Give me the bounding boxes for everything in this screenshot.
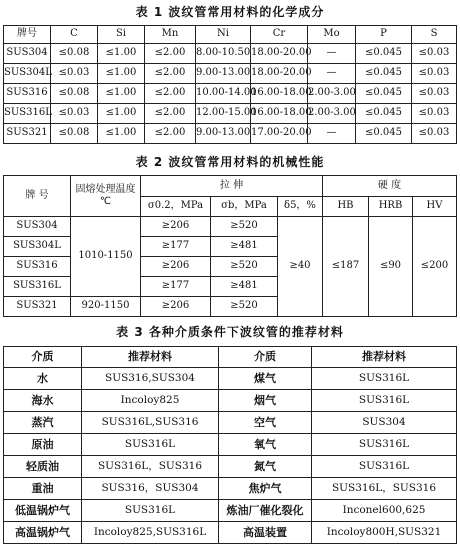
material-cell: SUS316L xyxy=(312,456,457,478)
table3-row xyxy=(4,390,457,412)
material-cell: SUS316L xyxy=(312,434,457,456)
delta5-cell: ≥40 xyxy=(278,217,323,317)
composition-cell: ≤2.00 xyxy=(145,124,196,144)
table3-row xyxy=(4,456,457,478)
medium-cell: 高温装置 xyxy=(219,522,312,544)
grade-cell: SUS304 xyxy=(4,44,51,64)
table1-header-row xyxy=(4,26,457,44)
header-tensile: 拉 伸 xyxy=(141,176,323,197)
material-cell: SUS316L xyxy=(312,390,457,412)
composition-cell: ≤0.08 xyxy=(51,44,98,64)
table1-row xyxy=(4,44,457,64)
table1-header: Mn xyxy=(145,26,196,44)
composition-cell: 9.00-13.00 xyxy=(196,64,251,84)
table1-header: Si xyxy=(98,26,145,44)
table1-header: C xyxy=(51,26,98,44)
table2-caption: 表 2 波纹管常用材料的机械性能 xyxy=(135,155,325,169)
table1-header: S xyxy=(412,26,457,44)
header-sigmab: σb，MPa xyxy=(211,197,278,217)
table3-header: 介质 xyxy=(219,347,312,368)
sigmab-cell: ≥481 xyxy=(211,237,278,257)
material-cell: SUS316L,SUS316 xyxy=(82,412,219,434)
sigmab-cell: ≥520 xyxy=(211,217,278,237)
sigma02-cell: ≥177 xyxy=(141,237,211,257)
composition-cell: 12.00-15.00 xyxy=(196,104,251,124)
table3-row xyxy=(4,500,457,522)
composition-cell: ≤0.03 xyxy=(51,104,98,124)
composition-cell: ≤2.00 xyxy=(145,64,196,84)
medium-cell: 原油 xyxy=(4,434,82,456)
composition-cell: ≤1.00 xyxy=(98,104,145,124)
sigma02-cell: ≥206 xyxy=(141,217,211,237)
medium-cell: 氧气 xyxy=(219,434,312,456)
material-cell: SUS316L，SUS316 xyxy=(312,478,457,500)
table3-caption: 表 3 各种介质条件下波纹管的推荐材料 xyxy=(116,325,344,339)
table3-row xyxy=(4,522,457,544)
sigmab-cell: ≥481 xyxy=(211,277,278,297)
medium-cell: 氮气 xyxy=(219,456,312,478)
table3-row xyxy=(4,478,457,500)
composition-cell: ≤0.08 xyxy=(51,84,98,104)
material-cell: SUS316L xyxy=(82,500,219,522)
medium-cell: 蒸汽 xyxy=(4,412,82,434)
composition-cell: — xyxy=(308,44,356,64)
header-hv: HV xyxy=(413,197,457,217)
header-hardness: 硬 度 xyxy=(323,176,457,197)
hb-cell: ≤187 xyxy=(323,217,369,317)
composition-cell: 16.00-18.00 xyxy=(251,84,308,104)
composition-cell: ≤2.00 xyxy=(145,104,196,124)
composition-cell: ≤0.03 xyxy=(412,84,457,104)
composition-cell: ≤0.08 xyxy=(51,124,98,144)
composition-cell: ≤2.00 xyxy=(145,44,196,64)
composition-cell: ≤0.045 xyxy=(356,64,412,84)
material-cell: SUS316,SUS304 xyxy=(82,368,219,390)
header-delta5: δ5，% xyxy=(278,197,323,217)
table1-header: 牌号 xyxy=(4,26,51,44)
sigmab-cell: ≥520 xyxy=(211,297,278,317)
composition-cell: ≤0.03 xyxy=(412,104,457,124)
solution-temp-cell: 920-1150 xyxy=(71,297,141,317)
table1-row xyxy=(4,64,457,84)
table1-caption: 表 1 波纹管常用材料的化学成分 xyxy=(135,5,325,19)
grade-cell: SUS304L xyxy=(4,237,71,257)
solution-temp-cell: 1010-1150 xyxy=(71,217,141,297)
composition-cell: 18.00-20.00 xyxy=(251,44,308,64)
composition-cell: ≤2.00 xyxy=(145,84,196,104)
composition-cell: ≤1.00 xyxy=(98,44,145,64)
composition-cell: ≤0.03 xyxy=(412,124,457,144)
medium-cell: 水 xyxy=(4,368,82,390)
material-cell: Incoloy825,SUS316L xyxy=(82,522,219,544)
composition-cell: ≤0.045 xyxy=(356,84,412,104)
table1-header: Mo xyxy=(308,26,356,44)
recommended-materials-table xyxy=(3,346,457,544)
grade-cell: SUS321 xyxy=(4,297,71,317)
medium-cell: 炼油厂催化裂化 xyxy=(219,500,312,522)
table1-row xyxy=(4,84,457,104)
composition-cell: 8.00-10.50 xyxy=(196,44,251,64)
composition-cell: ≤0.045 xyxy=(356,124,412,144)
table3-header: 介质 xyxy=(4,347,82,368)
hv-cell: ≤200 xyxy=(413,217,457,317)
sigma02-cell: ≥206 xyxy=(141,257,211,277)
header-solution-temp-label: 固熔处理温度 xyxy=(75,183,136,195)
table3-row xyxy=(4,434,457,456)
medium-cell: 低温锅炉气 xyxy=(4,500,82,522)
medium-cell: 空气 xyxy=(219,412,312,434)
composition-cell: 16.00-18.00 xyxy=(251,104,308,124)
table1-header: P xyxy=(356,26,412,44)
table3-row xyxy=(4,412,457,434)
sigma02-cell: ≥177 xyxy=(141,277,211,297)
chemical-composition-table xyxy=(3,25,457,144)
composition-cell: 2.00-3.00 xyxy=(308,84,356,104)
composition-cell: — xyxy=(308,124,356,144)
header-hb: HB xyxy=(323,197,369,217)
composition-cell: ≤1.00 xyxy=(98,124,145,144)
header-solution-temp-unit: ℃ xyxy=(99,196,112,207)
composition-cell: ≤1.00 xyxy=(98,84,145,104)
table3-header: 推荐材料 xyxy=(82,347,219,368)
table3-header: 推荐材料 xyxy=(312,347,457,368)
composition-cell: — xyxy=(308,64,356,84)
hrb-cell: ≤90 xyxy=(369,217,413,317)
material-cell: Inconel600,625 xyxy=(312,500,457,522)
table1-header: Ni xyxy=(196,26,251,44)
composition-cell: 9.00-13.00 xyxy=(196,124,251,144)
sigmab-cell: ≥520 xyxy=(211,257,278,277)
header-sigma02: σ0.2，MPa xyxy=(141,197,211,217)
header-hrb: HRB xyxy=(369,197,413,217)
composition-cell: ≤1.00 xyxy=(98,64,145,84)
medium-cell: 轻质油 xyxy=(4,456,82,478)
composition-cell: ≤0.03 xyxy=(51,64,98,84)
composition-cell: ≤0.045 xyxy=(356,44,412,64)
table2-row xyxy=(4,217,457,237)
medium-cell: 重油 xyxy=(4,478,82,500)
composition-cell: ≤0.03 xyxy=(412,64,457,84)
header-solution-temp xyxy=(71,176,141,217)
sigma02-cell: ≥206 xyxy=(141,297,211,317)
grade-cell: SUS316L xyxy=(4,104,51,124)
medium-cell: 海水 xyxy=(4,390,82,412)
material-cell: SUS316L xyxy=(82,434,219,456)
header-grade: 牌 号 xyxy=(4,176,71,217)
composition-cell: 10.00-14.00 xyxy=(196,84,251,104)
table3-row xyxy=(4,368,457,390)
grade-cell: SUS316 xyxy=(4,84,51,104)
composition-cell: 17.00-20.00 xyxy=(251,124,308,144)
grade-cell: SUS304L xyxy=(4,64,51,84)
medium-cell: 焦炉气 xyxy=(219,478,312,500)
material-cell: SUS304 xyxy=(312,412,457,434)
table1-header: Cr xyxy=(251,26,308,44)
material-cell: SUS316L，SUS316 xyxy=(82,456,219,478)
medium-cell: 煤气 xyxy=(219,368,312,390)
composition-cell: ≤0.03 xyxy=(412,44,457,64)
table3-header-row xyxy=(4,347,457,368)
composition-cell: ≤0.045 xyxy=(356,104,412,124)
table1-row xyxy=(4,124,457,144)
grade-cell: SUS321 xyxy=(4,124,51,144)
composition-cell: 2.00-3.00 xyxy=(308,104,356,124)
table1-row xyxy=(4,104,457,124)
medium-cell: 高温锅炉气 xyxy=(4,522,82,544)
grade-cell: SUS316L xyxy=(4,277,71,297)
grade-cell: SUS304 xyxy=(4,217,71,237)
material-cell: Incoloy825 xyxy=(82,390,219,412)
material-cell: SUS316，SUS304 xyxy=(82,478,219,500)
grade-cell: SUS316 xyxy=(4,257,71,277)
material-cell: Incoloy800H,SUS321 xyxy=(312,522,457,544)
material-cell: SUS316L xyxy=(312,368,457,390)
medium-cell: 烟气 xyxy=(219,390,312,412)
mechanical-properties-table xyxy=(3,175,457,317)
composition-cell: 18.00-20.00 xyxy=(251,64,308,84)
